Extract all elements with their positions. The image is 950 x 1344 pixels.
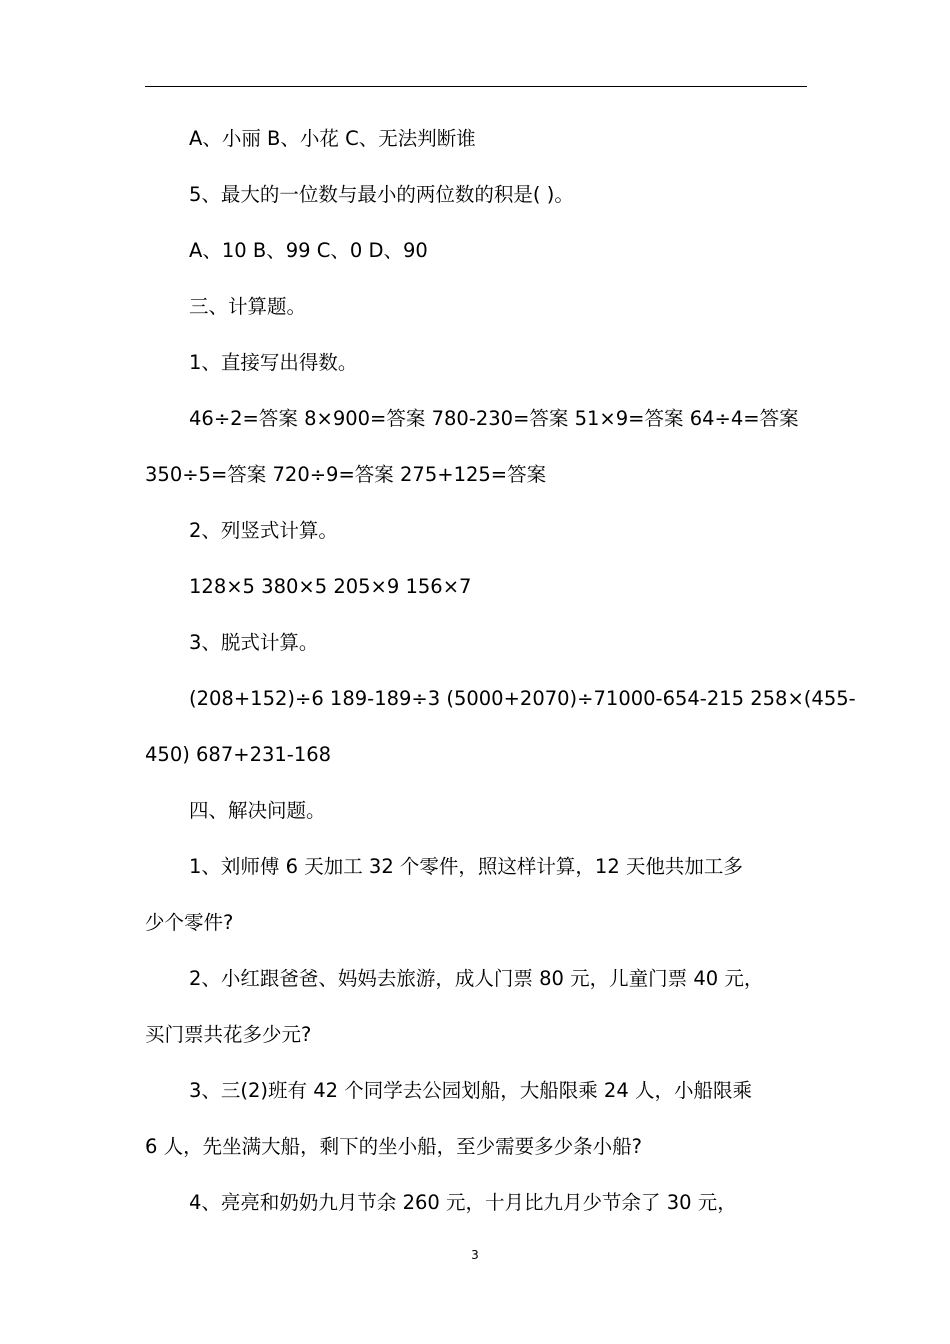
header-rule: [145, 86, 807, 87]
problem-4-line-1: 4、亮亮和奶奶九月节余 260 元，十月比九月少节余了 30 元，: [189, 1191, 737, 1214]
body-text: [145, 116, 856, 1236]
calc-items-1a: 46÷2=答案 8×900=答案 780-230=答案 51×9=答案 64÷4=答案: [189, 407, 799, 430]
problem-1-line-1: 1、刘师傅 6 天加工 32 个零件，照这样计算，12 天他共加工多: [189, 855, 743, 878]
calc-items-3b: 450) 687+231-168: [145, 743, 332, 766]
problem-2-line-1: 2、小红跟爸爸、妈妈去旅游，成人门票 80 元，儿童门票 40 元，: [189, 967, 764, 990]
options-q5: A、10 B、99 C、0 D、90: [189, 239, 428, 262]
calc-items-1b: 350÷5=答案 720÷9=答案 275+125=答案: [145, 463, 547, 486]
calc-subheading-2: 2、列竖式计算。: [189, 519, 338, 542]
problem-2-line-2: 买门票共花多少元?: [145, 1023, 312, 1046]
calc-subheading-1: 1、直接写出得数。: [189, 351, 358, 374]
section-heading-problems: 四、解决问题。: [189, 799, 326, 822]
calc-items-2: 128×5 380×5 205×9 156×7: [189, 575, 472, 598]
options-q4: A、小丽 B、小花 C、无法判断谁: [189, 127, 476, 150]
problem-1-line-2: 少个零件?: [145, 911, 234, 934]
calc-items-3a: (208+152)÷6 189-189÷3 (5000+2070)÷71000-654-215 258×(455-: [189, 687, 856, 710]
section-heading-calculation: 三、计算题。: [189, 295, 307, 318]
question-5: 5、最大的一位数与最小的两位数的积是( )。: [189, 183, 574, 206]
page-number: 3: [471, 1248, 479, 1262]
problem-3-line-2: 6 人，先坐满大船，剩下的坐小船，至少需要多少条小船?: [145, 1135, 642, 1158]
problem-3-line-1: 3、三(2)班有 42 个同学去公园划船，大船限乘 24 人，小船限乘: [189, 1079, 752, 1102]
calc-subheading-3: 3、脱式计算。: [189, 631, 319, 654]
